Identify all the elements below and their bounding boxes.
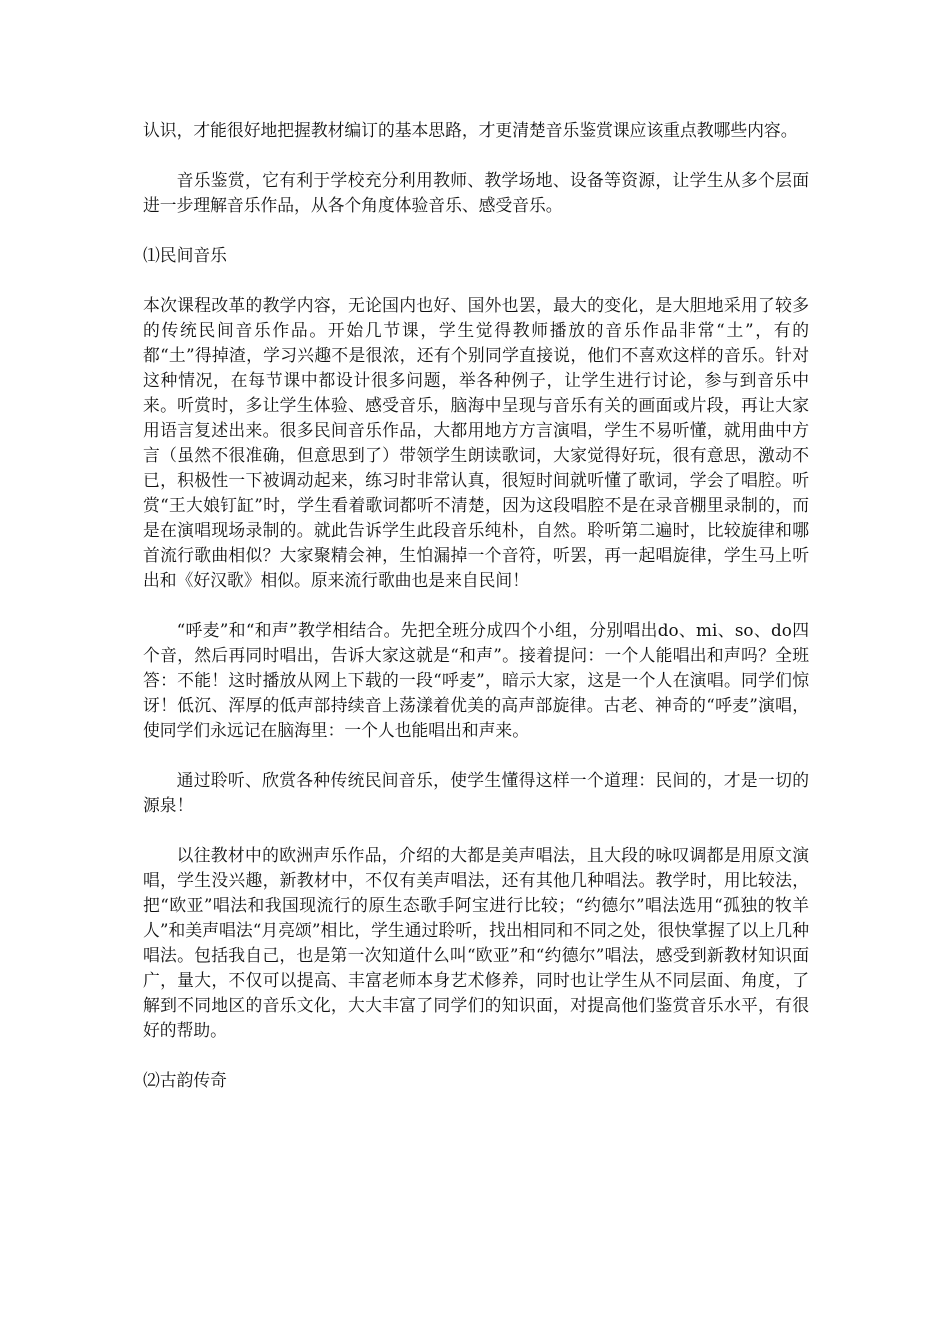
paragraph-intro-continued: 认识，才能很好地把握教材编订的基本思路，才更清楚音乐鉴赏课应该重点教哪些内容。 (143, 120, 798, 140)
paragraph-music-appreciation: 音乐鉴赏，它有利于学校充分利用教师、教学场地、设备等资源，让学生从多个层面进一步理解音乐作品，从各个角度体验音乐、感受音乐。 (143, 170, 809, 215)
document-body (143, 118, 809, 1118)
paragraph-european-vocal: 以往教材中的欧洲声乐作品，介绍的大都是美声唱法，且大段的咏叹调都是用原文演唱，学生没兴趣，新教材中，不仅有美声唱法，还有其他几种唱法。教学时，用比较法，把“欧亚”唱法和我国现流行的原生态歌手阿宝进行比较；“约德尔”唱法选用“孤独的牧羊人”和美声唱法“月亮颂”相比，学生通过聆听，找出相同和不同之处，很快掌握了以上几种唱法。包括我自己，也是第一次知道什么叫“欧亚”和“约德尔”唱法，感受到新教材知识面广，量大，不仅可以提高、丰富老师本身艺术修养，同时也让学生从不同层面、角度，了解到不同地区的音乐文化，大大丰富了同学们的知识面，对提高他们鉴赏音乐水平，有很好的帮助。 (143, 845, 809, 1040)
paragraph-folk-music-reform: 本次课程改革的教学内容，无论国内也好、国外也罢，最大的变化，是大胆地采用了较多的传统民间音乐作品。开始几节课，学生觉得教师播放的音乐作品非常“土”，有的都“土”得掉渣，学习兴趣不是很浓，还有个别同学直接说，他们不喜欢这样的音乐。针对这种情况，在每节课中都设计很多问题，举各种例子，让学生进行讨论，参与到音乐中来。听赏时，多让学生体验、感受音乐，脑海中呈现与音乐有关的画面或片段，再让大家用语言复述出来。很多民间音乐作品，大都用地方方言演唱，学生不易听懂，就用曲中方言（虽然不很准确，但意思到了）带领学生朗读歌词，大家觉得好玩，很有意思，激动不已，积极性一下被调动起来，练习时非常认真，很短时间就听懂了歌词，学会了唱腔。听赏“王大娘钉缸”时，学生看着歌词都听不清楚，因为这段唱腔不是在录音棚里录制的，而是在演唱现场录制的。就此告诉学生此段音乐纯朴，自然。聆听第二遍时，比较旋律和哪首流行歌曲相似？大家聚精会神，生怕漏掉一个音符，听罢，再一起唱旋律，学生马上听出和《好汉歌》相似。原来流行歌曲也是来自民间！ (143, 295, 809, 590)
section-heading-folk-music: ⑴民间音乐 (143, 245, 227, 265)
paragraph-hoomei-harmony: “呼麦”和“和声”教学相结合。先把全班分成四个小组，分别唱出do、mi、so、do四个音，然后再同时唱出，告诉大家这就是“和声”。接着提问：一个人能唱出和声吗？全班答：不能！这时播放从网上下载的一段“呼麦”，暗示大家，这是一个人在演唱。同学们惊讶！低沉、浑厚的低声部持续音上荡漾着优美的高声部旋律。古老、神奇的“呼麦”演唱，使同学们永远记在脑海里：一个人也能唱出和声来。 (143, 620, 809, 740)
paragraph-folk-source: 通过聆听、欣赏各种传统民间音乐，使学生懂得这样一个道理：民间的，才是一切的源泉！ (143, 770, 809, 815)
section-heading-ancient-legend: ⑵古韵传奇 (143, 1070, 227, 1090)
